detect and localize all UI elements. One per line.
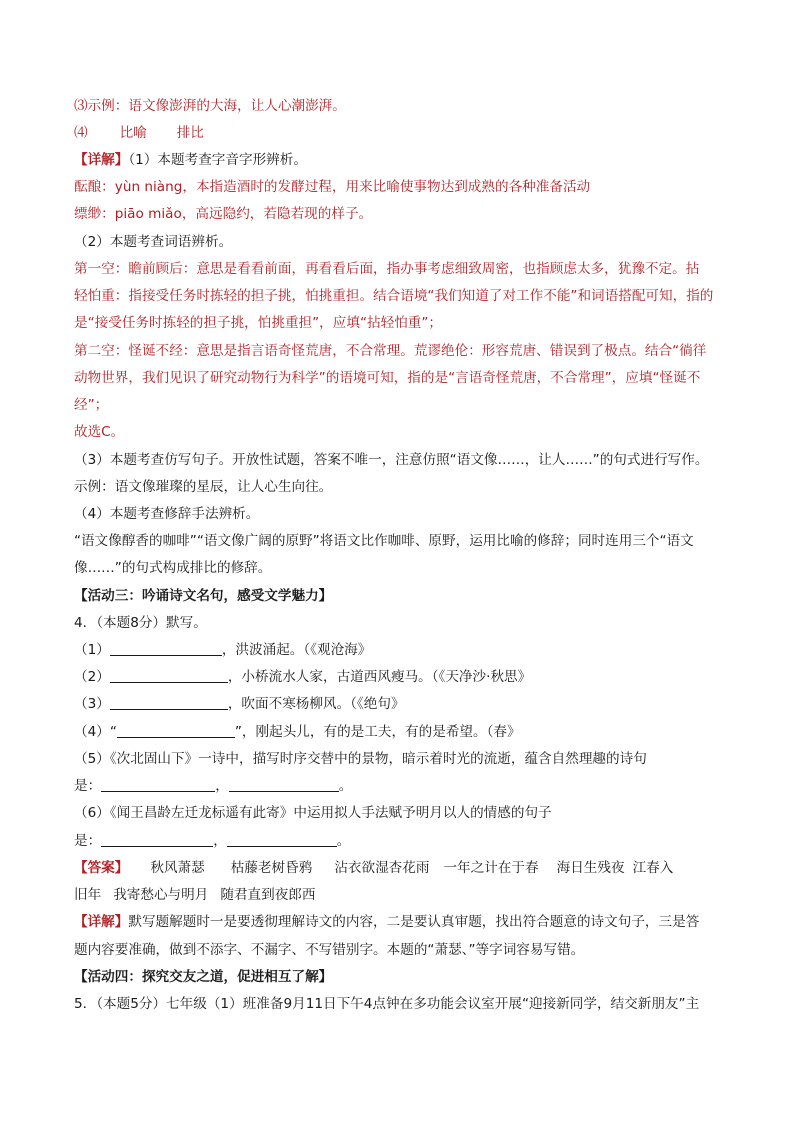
answer-item: 一年之计在于春 xyxy=(443,860,539,876)
activity-3-heading: 【活动三：吟诵诗文名句，感受文学魅力】 xyxy=(74,588,333,604)
explain-heading-1 xyxy=(74,151,307,169)
answer-item: 秋风萧瑟 xyxy=(150,860,205,876)
explain-blank-2-line-3: 经”； xyxy=(74,397,109,413)
fill-blank[interactable] xyxy=(227,832,337,847)
explain-blank-1-line-1: 第一空：瞻前顾后：意思是看看前面，再看看后面，指办事考虑细致周密，也指顾虑太多，犹豫不定。拈 xyxy=(74,261,700,277)
explain-part-4-line-2: 像……”的句式构成排比的修辞。 xyxy=(74,560,272,576)
answer-3-line: ⑶示例：语文像澎湃的大海，让人心潮澎湃。 xyxy=(74,98,346,114)
item-number: （1） xyxy=(74,642,110,658)
explain-word-1: 酝酿：yùn niàng，本指造酒时的发酵过程，用来比喻使事物达到成熟的各种准备活动 xyxy=(74,179,591,195)
explain-blank-1-line-2: 轻怕重：指接受任务时拣轻的担子挑，怕挑重担。结合语境“我们知道了对工作不能”和词语搭配可知，指的 xyxy=(74,288,714,304)
question-4-explain-line-2: 题内容要准确，做到不添字、不漏字、不写错别字。本题的“萧瑟、”等字词容易写错。 xyxy=(74,942,585,958)
explain-tag: 【详解】 xyxy=(74,152,129,168)
question-4-item-3 xyxy=(74,695,405,713)
activity-4-heading: 【活动四：探究交友之道，促进相互了解】 xyxy=(74,969,333,985)
question-4-answer-line-1 xyxy=(74,859,673,877)
item-prefix: 是： xyxy=(74,778,102,794)
item-prefix: 是： xyxy=(74,833,102,849)
answer-4-option-1: 比喻 xyxy=(119,125,147,141)
explain-text: 默写题解题时一是要透彻理解诗文的内容，二是要认真审题，找出符合题意的诗文句子，三是答 xyxy=(128,914,700,930)
question-4-answer-line-2 xyxy=(74,886,316,904)
punctuation: 。 xyxy=(338,778,353,794)
explain-word-2: 缥缈：piāo miǎo，高远隐约，若隐若现的样子。 xyxy=(74,206,373,222)
explain-choose: 故选C。 xyxy=(74,424,125,440)
fill-blank[interactable] xyxy=(110,641,222,656)
explain-blank-1-line-3: 是“接受任务时拣轻的担子挑，怕挑重担”，应填“拈轻怕重”； xyxy=(74,315,443,331)
answer-item: 随君直到夜郎西 xyxy=(220,887,316,903)
answer-item: 我寄愁心与明月 xyxy=(113,887,209,903)
answer-4-number: ⑷ xyxy=(74,125,88,141)
fill-blank[interactable] xyxy=(101,777,215,792)
punctuation: ， xyxy=(213,833,227,849)
item-number: （4）“ xyxy=(74,724,117,740)
answer-item: 沾衣欲湿杏花雨 xyxy=(334,860,430,876)
explain-part-4-title: （4）本题考查修辞手法辨析。 xyxy=(74,506,260,522)
explain-part-2-title: （2）本题考查词语辨析。 xyxy=(74,234,233,250)
fill-blank[interactable] xyxy=(229,777,339,792)
item-number: （3） xyxy=(74,696,110,712)
answer-tag: 【答案】 xyxy=(74,860,129,876)
question-4-title: 4．（本题8分）默写。 xyxy=(74,615,207,631)
punctuation: ， xyxy=(215,778,229,794)
explain-blank-2-line-1: 第二空：怪诞不经：意思是指言语奇怪荒唐，不合常理。荒谬绝伦：形容荒唐、错误到了极点。结合“徜徉 xyxy=(74,343,707,359)
explain-part-1-title: （1）本题考查字音字形辨析。 xyxy=(128,152,307,168)
item-text: ，吹面不寒杨柳风。（《绝句》 xyxy=(227,696,405,712)
answer-4-option-2: 排比 xyxy=(176,125,204,141)
fill-blank[interactable] xyxy=(117,723,235,738)
question-4-item-5-line-1: （5）《次北固山下》一诗中，描写时序交替中的景物，暗示着时光的流逝，蕴含自然理趣的诗句 xyxy=(74,751,647,767)
answer-item: 枯藤老树昏鸦 xyxy=(230,860,313,876)
question-4-item-5-line-2 xyxy=(74,777,352,795)
answer-item: 海日生残夜 xyxy=(556,860,625,876)
explain-example: 示例：语文像璀璨的星辰，让人心生向往。 xyxy=(74,479,333,495)
fill-blank[interactable] xyxy=(110,695,228,710)
question-4-item-6-line-1: （6）《闻王昌龄左迁龙标遥有此寄》中运用拟人手法赋予明月以人的情感的句子 xyxy=(74,805,552,821)
item-text: ，洪波涌起。（《观沧海》 xyxy=(221,642,372,658)
question-5-line-1: 5．（本题5分）七年级（1）班准备9月11日下午4点钟在多功能会议室开展“迎接新同学，结交新朋友”主 xyxy=(74,996,700,1012)
item-text: ，小桥流水人家，古道西风瘦马。（《天净沙·秋思》 xyxy=(227,669,532,685)
item-number: （2） xyxy=(74,669,110,685)
question-4-item-4 xyxy=(74,723,521,741)
explain-blank-2-line-2: 动物世界，我们见识了研究动物行为科学”的语境可知，指的是“言语奇怪荒唐，不合常理”，应填“怪诞不 xyxy=(74,370,701,386)
answer-item: 旧年 xyxy=(74,887,102,903)
question-4-item-2 xyxy=(74,668,531,686)
question-4-item-1 xyxy=(74,641,371,659)
punctuation: 。 xyxy=(336,833,351,849)
fill-blank[interactable] xyxy=(110,668,228,683)
item-text: ”，刚起头儿，有的是工夫，有的是希望。（春》 xyxy=(234,724,521,740)
answer-4-line xyxy=(74,124,204,142)
explain-tag: 【详解】 xyxy=(74,914,129,930)
fill-blank[interactable] xyxy=(101,832,213,847)
question-4-item-6-line-2 xyxy=(74,832,350,850)
explain-part-3-title: （3）本题考查仿写句子。开放性试题，答案不唯一，注意仿照“语文像……，让人……”的句式进行写作。 xyxy=(74,452,709,468)
answer-item: 江春入 xyxy=(632,860,674,876)
question-4-explain-line-1 xyxy=(74,913,699,931)
explain-part-4-line-1: “语文像醇香的咖啡”“语文像广阔的原野”将语文比作咖啡、原野，运用比喻的修辞；同时连用三个“语文 xyxy=(74,533,694,549)
